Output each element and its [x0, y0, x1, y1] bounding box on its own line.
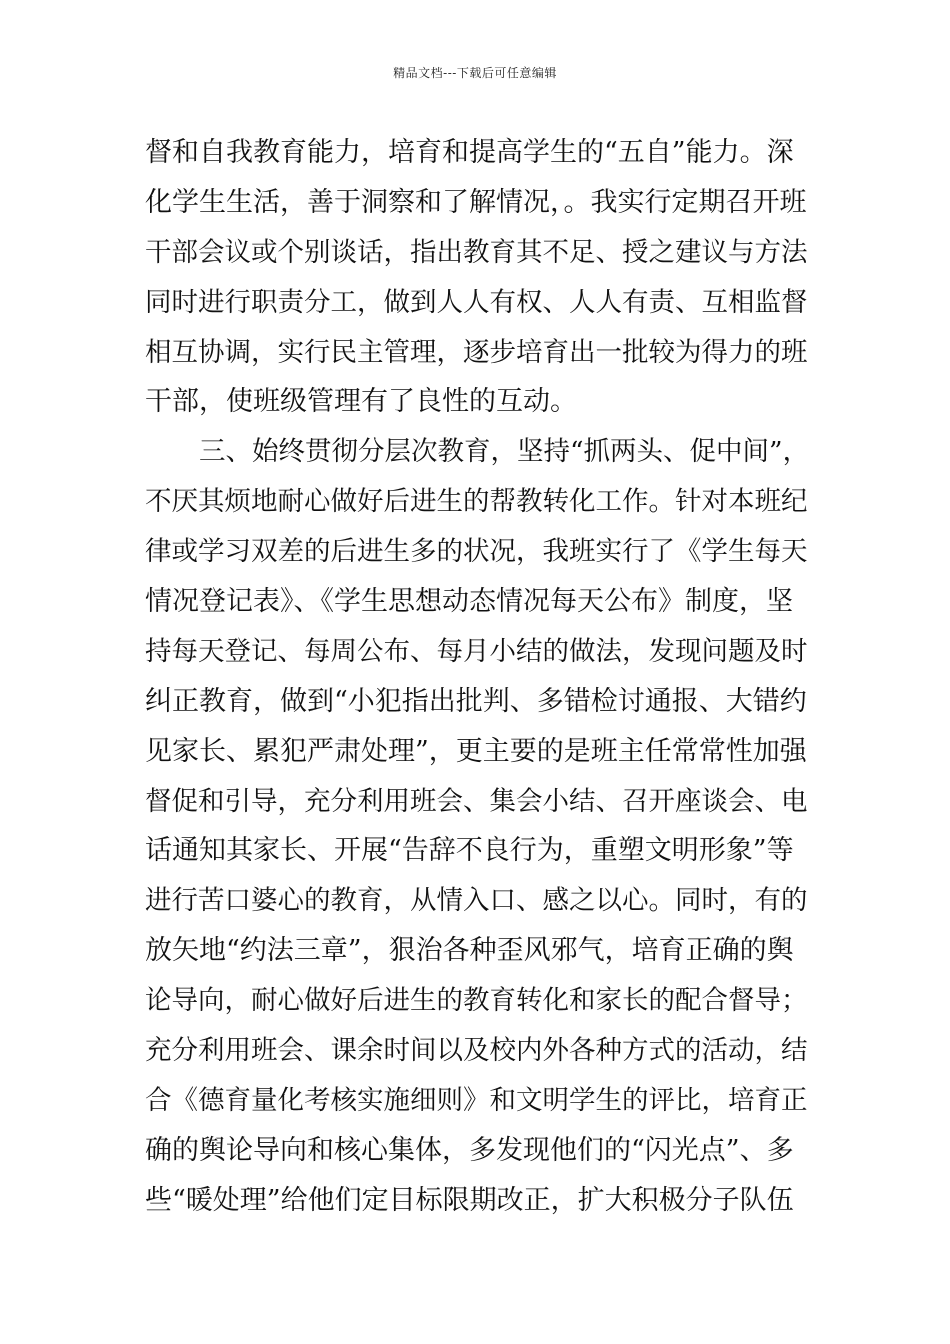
text-line: 见家长、累犯严肃处理”，更主要的是班主任常常性加强 — [145, 735, 807, 767]
text-line: 纠正教育，做到“小犯指出批判、多错检讨通报、大错约 — [145, 685, 807, 717]
text-line: 督和自我教育能力，培育和提高学生的“五自”能力。深 — [145, 137, 794, 168]
text-line: 不厌其烦地耐心做好后进生的帮教转化工作。针对本班纪 — [145, 486, 808, 518]
text-line: 相互协调，实行民主管理，逐步培育出一批较为得力的班 — [145, 336, 808, 368]
text-line: 话通知其家长、开展“告辞不良行为，重塑文明形象”等 — [145, 835, 794, 867]
text-line: 情况登记表》、《学生思想动态情况每天公布》制度，坚 — [145, 586, 793, 618]
text-line: 律或学习双差的后进生多的状况，我班实行了《学生每天 — [145, 536, 808, 568]
text-line: 合《德育量化考核实施细则》和文明学生的评比，培育正 — [145, 1084, 808, 1116]
text-line: 督促和引导，充分利用班会、集会小结、召开座谈会、电 — [145, 785, 808, 817]
page-header: 精品文档---下载后可任意编辑 — [393, 66, 557, 80]
text-line: 进行苦口婆心的教育，从情入口、感之以心。同时，有的 — [145, 885, 808, 917]
text-line: 干部，使班级管理有了良性的互动。 — [145, 386, 577, 418]
text-line: 同时进行职责分工，做到人人有权、人人有责、互相监督 — [145, 286, 808, 318]
text-line: 确的舆论导向和核心集体，多发现他们的“闪光点”、多 — [145, 1134, 794, 1166]
text-line: 些“暖处理”给他们定目标限期改正，扩大积极分子队伍 — [145, 1184, 794, 1216]
text-line: 放矢地“约法三章”，狠治各种歪风邪气，培育正确的舆 — [145, 935, 794, 967]
text-line: 充分利用班会、课余时间以及校内外各种方式的活动，结 — [145, 1035, 808, 1067]
text-line: 干部会议或个别谈话，指出教育其不足、授之建议与方法 — [145, 236, 808, 268]
text-line: 持每天登记、每周公布、每月小结的做法，发现问题及时 — [145, 635, 808, 667]
text-line: 三、始终贯彻分层次教育，坚持“抓两头、促中间”， — [199, 436, 810, 468]
body-text — [145, 128, 810, 1226]
text-line: 论导向，耐心做好后进生的教育转化和家长的配合督导； — [145, 985, 808, 1017]
text-line: 化学生生活，善于洞察和了解情况，。我实行定期召开班 — [145, 186, 807, 218]
